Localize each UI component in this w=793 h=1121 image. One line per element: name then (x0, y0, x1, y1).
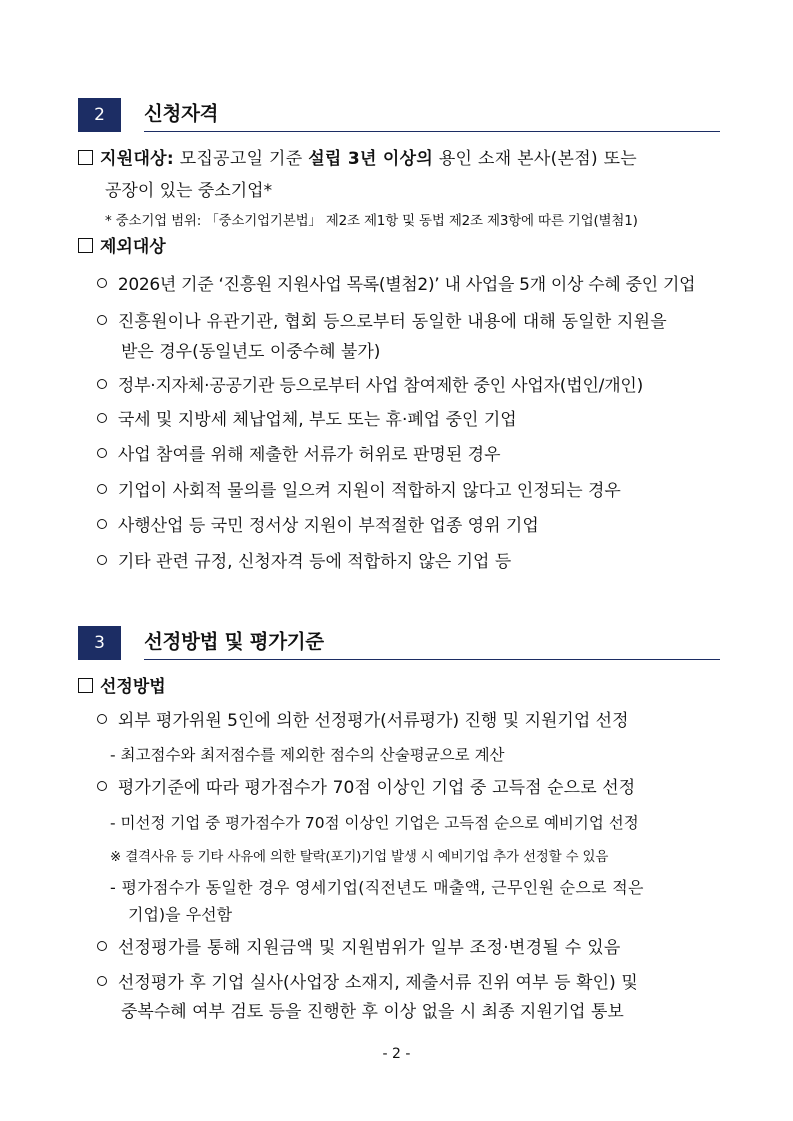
exclusion-item (97, 444, 501, 466)
method-heading (78, 676, 166, 698)
circle-bullet-icon (97, 413, 107, 423)
checkbox-square-icon (78, 150, 93, 165)
circle-bullet-icon (97, 278, 107, 288)
exclusion-item (97, 515, 539, 537)
exclusion-item (97, 480, 621, 502)
exclusion-item (97, 375, 643, 397)
exclusion-item-text: 기업이 사회적 물의를 일으켜 지원이 적합하지 않다고 인정되는 경우 (117, 481, 621, 501)
circle-bullet-icon (97, 484, 107, 494)
exclusion-item-text: 진흥원이나 유관기관, 협회 등으로부터 동일한 내용에 대해 동일한 지원을 (117, 312, 667, 332)
circle-bullet-icon (97, 781, 107, 791)
exclusion-item (97, 551, 511, 573)
exclusion-item-text: 기타 관련 규정, 신청자격 등에 적합하지 않은 기업 등 (117, 552, 512, 572)
method-item-text: 평가기준에 따라 평가점수가 70점 이상인 기업 중 고득점 순으로 선정 (117, 778, 636, 798)
method-item (97, 777, 635, 799)
exclusion-item-continuation: 받은 경우(동일년도 이중수혜 불가) (121, 342, 381, 362)
eligibility-text-b: 용인 소재 본사(본점) 또는 (438, 149, 638, 169)
exclusion-item (97, 409, 517, 431)
section-number-box: 3 (78, 626, 121, 660)
eligibility-note: * 중소기업 범위: 「중소기업기본법」 제2조 제1항 및 동법 제2조 제3항에 따른 기업(별첨1) (105, 213, 638, 229)
method-subitem-continuation: 기업)을 우선함 (128, 905, 233, 924)
method-item-text: 선정평가 후 기업 실사(사업장 소재지, 제출서류 진위 여부 등 확인) 및 (117, 973, 638, 993)
method-item-text: 선정평가를 통해 지원금액 및 지원범위가 일부 조정·변경될 수 있음 (117, 938, 621, 958)
method-subitem: - 최고점수와 최저점수를 제외한 점수의 산술평균으로 계산 (110, 746, 505, 764)
section-title: 신청자격 (144, 102, 219, 125)
exclusion-label: 제외대상 (100, 237, 166, 257)
circle-bullet-icon (97, 448, 107, 458)
circle-bullet-icon (97, 714, 107, 724)
section-rule (144, 659, 720, 660)
method-item (97, 937, 621, 959)
section-number-box: 2 (78, 98, 121, 132)
circle-bullet-icon (97, 315, 107, 325)
circle-bullet-icon (97, 976, 107, 986)
exclusion-item-text: 2026년 기준 ‘진흥원 지원사업 목록(별첨2)’ 내 사업을 5개 이상 수혜 중인 기업 (117, 275, 696, 295)
method-label: 선정방법 (100, 677, 166, 697)
method-item-text: 외부 평가위원 5인에 의한 선정평가(서류평가) 진행 및 지원기업 선정 (117, 711, 629, 731)
checkbox-square-icon (78, 678, 93, 693)
eligibility-bold: 설립 3년 이상의 (308, 149, 434, 169)
circle-bullet-icon (97, 941, 107, 951)
exclusion-heading (78, 236, 166, 258)
method-item (97, 972, 638, 994)
eligibility-text-a: 모집공고일 기준 (179, 149, 303, 169)
circle-bullet-icon (97, 519, 107, 529)
circle-bullet-icon (97, 555, 107, 565)
section-2-header (78, 98, 720, 132)
exclusion-item-text: 사업 참여를 위해 제출한 서류가 허위로 판명된 경우 (117, 445, 501, 465)
method-item-continuation: 중복수혜 여부 검토 등을 진행한 후 이상 없을 시 최종 지원기업 통보 (121, 1002, 624, 1022)
page-number: - 2 - (382, 1046, 411, 1062)
method-item (97, 710, 629, 732)
exclusion-item (97, 311, 667, 333)
circle-bullet-icon (97, 379, 107, 389)
eligibility-line-1 (78, 148, 637, 170)
checkbox-square-icon (78, 238, 93, 253)
method-subitem: - 미선정 기업 중 평가점수가 70점 이상인 기업은 고득점 순으로 예비기업 선정 (110, 814, 639, 832)
eligibility-label: 지원대상: (100, 149, 174, 169)
eligibility-line-2: 공장이 있는 중소기업* (105, 181, 273, 201)
exclusion-item-text: 정부·지자체·공공기관 등으로부터 사업 참여제한 중인 사업자(법인/개인) (117, 376, 644, 396)
exclusion-item (97, 274, 695, 296)
method-note: ※ 결격사유 등 기타 사유에 의한 탈락(포기)기업 발생 시 예비기업 추가 선정할 수 있음 (110, 849, 609, 865)
section-title: 선정방법 및 평가기준 (144, 630, 324, 653)
method-subitem: - 평가점수가 동일한 경우 영세기업(직전년도 매출액, 근무인원 순으로 적은 (110, 878, 644, 897)
exclusion-item-text: 사행산업 등 국민 정서상 지원이 부적절한 업종 영위 기업 (117, 516, 539, 536)
section-rule (144, 131, 720, 132)
exclusion-item-text: 국세 및 지방세 체납업체, 부도 또는 휴·폐업 중인 기업 (117, 410, 517, 430)
section-3-header (78, 626, 720, 660)
